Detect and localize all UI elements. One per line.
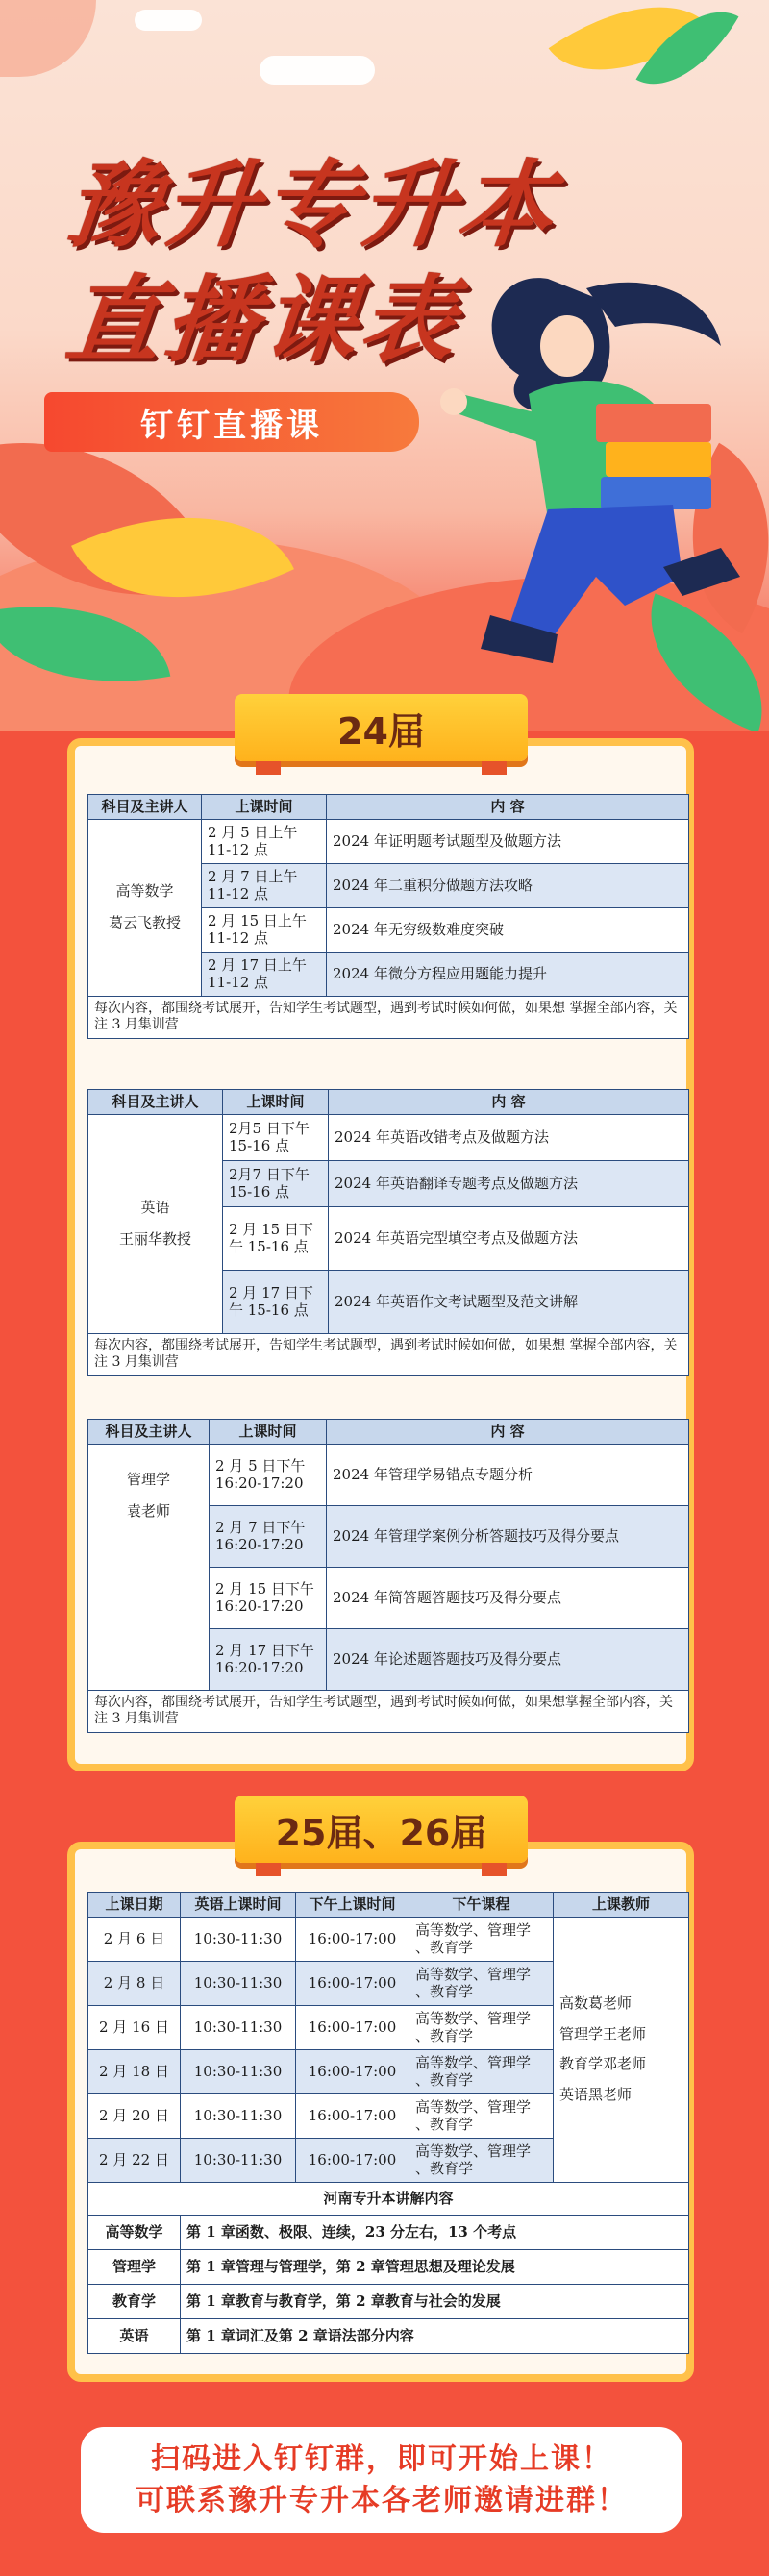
management-schedule-table xyxy=(87,1419,689,1733)
table-header: 下午课程 xyxy=(409,1893,554,1918)
course-cell: 高等数学、管理学 、教育学 xyxy=(409,2049,554,2093)
date-cell: 2 月 6 日 xyxy=(88,1917,181,1961)
subject-name: 英语 xyxy=(140,1199,170,1217)
hero-banner xyxy=(0,0,769,731)
time-cell: 2 月 5 日上午 11-12 点 xyxy=(202,819,327,863)
course-cell: 高等数学、管理学 、教育学 xyxy=(409,2005,554,2049)
course-cell: 高等数学、管理学 、教育学 xyxy=(409,1917,554,1961)
time-cell: 2月5 日下午 15-16 点 xyxy=(223,1114,329,1160)
content-detail: 第 1 章词汇及第 2 章语法部分内容 xyxy=(181,2318,689,2353)
section-24-card xyxy=(67,738,694,1771)
content-cell: 2024 年英语改错考点及做题方法 xyxy=(329,1114,689,1160)
date-cell: 2 月 18 日 xyxy=(88,2049,181,2093)
table-header: 上课时间 xyxy=(202,795,327,820)
content-cell: 2024 年无穷级数难度突破 xyxy=(327,907,689,952)
footer-line2: 可联系豫升专升本各老师邀请进群！ xyxy=(136,2484,628,2517)
time-cell: 2 月 15 日上午 11-12 点 xyxy=(202,907,327,952)
page-title-line1: 豫升专升本 xyxy=(61,151,563,260)
section-24-ribbon: 24届 xyxy=(235,694,528,761)
teacher-name: 高数葛老师 xyxy=(559,1994,633,2013)
table-header: 内 容 xyxy=(329,1090,689,1115)
content-subject: 英语 xyxy=(88,2318,181,2353)
sun-shape xyxy=(0,0,96,77)
subject-cell xyxy=(88,819,202,996)
table-header: 科目及主讲人 xyxy=(88,1090,223,1115)
table-header: 上课日期 xyxy=(88,1893,181,1918)
english-time-cell: 10:30-11:30 xyxy=(181,2138,296,2182)
english-schedule-table xyxy=(87,1089,689,1376)
time-cell: 2月7 日下午 15-16 点 xyxy=(223,1160,329,1206)
teacher-name: 英语黑老师 xyxy=(559,2085,633,2103)
page-title-line2: 直播课表 xyxy=(61,266,465,376)
date-cell: 2 月 22 日 xyxy=(88,2138,181,2182)
content-cell: 2024 年管理学案例分析答题技巧及得分要点 xyxy=(327,1505,689,1567)
english-time-cell: 10:30-11:30 xyxy=(181,1917,296,1961)
afternoon-time-cell: 16:00-17:00 xyxy=(296,2093,409,2138)
teachers-cell xyxy=(554,1917,689,2182)
note-cell: 每次内容，都围绕考试展开，告知学生考试题型，遇到考试时候如何做，如果想 掌握全部内容，关注 3 月集训营 xyxy=(88,1333,689,1375)
section-25-26-card xyxy=(67,1842,694,2382)
time-cell: 2 月 17 日上午 11-12 点 xyxy=(202,952,327,996)
content-cell: 2024 年论述题答题技巧及得分要点 xyxy=(327,1628,689,1690)
table-header: 上课时间 xyxy=(210,1420,327,1445)
english-time-cell: 10:30-11:30 xyxy=(181,1961,296,2005)
content-cell: 2024 年证明题考试题型及做题方法 xyxy=(327,819,689,863)
afternoon-time-cell: 16:00-17:00 xyxy=(296,2005,409,2049)
content-subject: 教育学 xyxy=(88,2284,181,2318)
cloud-shape xyxy=(135,10,202,31)
subject-cell xyxy=(88,1444,210,1690)
content-cell: 2024 年英语完型填空考点及做题方法 xyxy=(329,1206,689,1270)
time-cell: 2 月 17 日下 午 15-16 点 xyxy=(223,1270,329,1333)
note-cell: 每次内容，都围绕考试展开，告知学生考试题型，遇到考试时候如何做，如果想掌握全部内容，关注 3 月集训营 xyxy=(88,1690,689,1732)
math-schedule-table xyxy=(87,794,689,1039)
table-header: 上课教师 xyxy=(554,1893,689,1918)
footer-line1: 扫码进入钉钉群，即可开始上课！ xyxy=(151,2441,612,2476)
table-header: 下午上课时间 xyxy=(296,1893,409,1918)
table-header: 上课时间 xyxy=(223,1090,329,1115)
table-header: 科目及主讲人 xyxy=(88,795,202,820)
course-cell: 高等数学、管理学 、教育学 xyxy=(409,2093,554,2138)
content-subject: 高等数学 xyxy=(88,2215,181,2249)
teacher-name: 管理学王老师 xyxy=(559,2024,647,2043)
subject-cell xyxy=(88,1114,223,1333)
section-25-26-ribbon: 25届、26届 xyxy=(235,1796,528,1863)
course-cell: 高等数学、管理学 、教育学 xyxy=(409,2138,554,2182)
note-cell: 每次内容，都围绕考试展开，告知学生考试题型，遇到考试时候如何做，如果想 掌握全部内容，关注 3 月集训营 xyxy=(88,996,689,1038)
english-time-cell: 10:30-11:30 xyxy=(181,2049,296,2093)
content-detail: 第 1 章函数、极限、连续，23 分左右，13 个考点 xyxy=(181,2215,689,2249)
cloud-shape xyxy=(260,56,375,85)
time-cell: 2 月 7 日上午 11-12 点 xyxy=(202,863,327,907)
subject-name: 管理学 xyxy=(126,1470,170,1488)
time-cell: 2 月 17 日下午 16:20-17:20 xyxy=(210,1628,327,1690)
afternoon-time-cell: 16:00-17:00 xyxy=(296,1917,409,1961)
time-cell: 2 月 7 日下午 16:20-17:20 xyxy=(210,1505,327,1567)
schedule-25-26-table xyxy=(87,1892,689,2354)
content-cell: 2024 年英语翻译专题考点及做题方法 xyxy=(329,1160,689,1206)
date-cell: 2 月 8 日 xyxy=(88,1961,181,2005)
table-header: 内 容 xyxy=(327,795,689,820)
footer-callout xyxy=(81,2427,682,2533)
content-section-title: 河南专升本讲解内容 xyxy=(88,2182,689,2215)
content-detail: 第 1 章管理与管理学，第 2 章管理思想及理论发展 xyxy=(181,2249,689,2284)
subtitle-banner: 钉钉直播课 xyxy=(44,392,419,452)
content-cell: 2024 年微分方程应用题能力提升 xyxy=(327,952,689,996)
content-cell: 2024 年二重积分做题方法攻略 xyxy=(327,863,689,907)
subject-name: 高等数学 xyxy=(115,882,174,901)
teacher-name: 袁老师 xyxy=(126,1501,170,1520)
date-cell: 2 月 16 日 xyxy=(88,2005,181,2049)
time-cell: 2 月 15 日下 午 15-16 点 xyxy=(223,1206,329,1270)
afternoon-time-cell: 16:00-17:00 xyxy=(296,2049,409,2093)
date-cell: 2 月 20 日 xyxy=(88,2093,181,2138)
table-header: 内 容 xyxy=(327,1420,689,1445)
content-subject: 管理学 xyxy=(88,2249,181,2284)
time-cell: 2 月 5 日下午 16:20-17:20 xyxy=(210,1444,327,1505)
content-cell: 2024 年管理学易错点专题分析 xyxy=(327,1444,689,1505)
table-header: 英语上课时间 xyxy=(181,1893,296,1918)
table-header: 科目及主讲人 xyxy=(88,1420,210,1445)
afternoon-time-cell: 16:00-17:00 xyxy=(296,2138,409,2182)
content-detail: 第 1 章教育与教育学，第 2 章教育与社会的发展 xyxy=(181,2284,689,2318)
english-time-cell: 10:30-11:30 xyxy=(181,2005,296,2049)
teacher-name: 葛云飞教授 xyxy=(108,914,181,932)
teacher-name: 王丽华教授 xyxy=(118,1230,191,1249)
student-illustration xyxy=(433,260,750,692)
content-cell: 2024 年简答题答题技巧及得分要点 xyxy=(327,1567,689,1628)
afternoon-time-cell: 16:00-17:00 xyxy=(296,1961,409,2005)
course-cell: 高等数学、管理学 、教育学 xyxy=(409,1961,554,2005)
content-cell: 2024 年英语作文考试题型及范文讲解 xyxy=(329,1270,689,1333)
time-cell: 2 月 15 日下午 16:20-17:20 xyxy=(210,1567,327,1628)
english-time-cell: 10:30-11:30 xyxy=(181,2093,296,2138)
teacher-name: 教育学邓老师 xyxy=(559,2055,647,2073)
